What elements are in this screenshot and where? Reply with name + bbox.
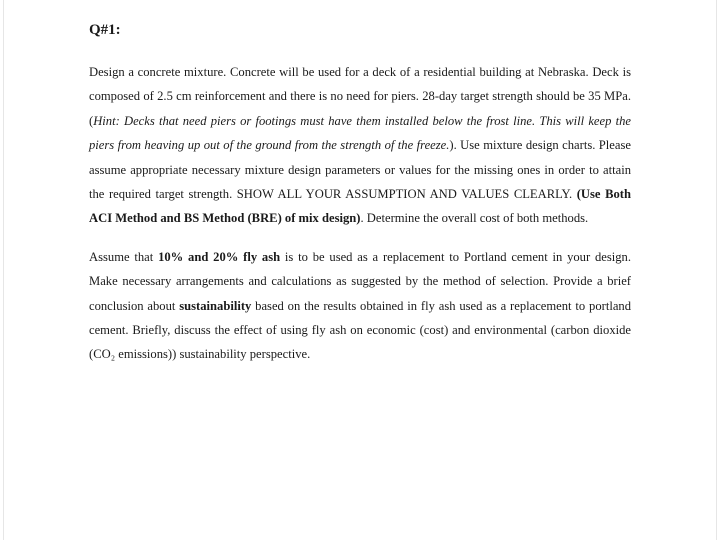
p1-text-2: ). Use mixture design charts. Please assume appropriate necessary mixture design parameters or values for the missing ones in order to attain the required target strength. SHOW ALL YOUR ASSUMPTION AND VALUES CLEARLY. xyxy=(89,138,631,202)
p2-fly-ash-bold: 10% and 20% fly ash xyxy=(158,249,281,264)
p2-text-1: Assume that xyxy=(89,249,159,264)
document-body xyxy=(89,20,631,367)
question-paragraph-2 xyxy=(89,245,631,367)
p2-text-3: based on the results obtained in fly ash used as a replacement to portland cement. Briefly, discuss the effect of using fly ash on economic (cost) and environmental (carbon dioxide (CO₂ emissions)) sustainability perspective. xyxy=(89,298,632,362)
question-paragraph-1 xyxy=(89,60,631,231)
page-left-edge xyxy=(3,0,4,540)
p1-hint: Hint: Decks that need piers or footings must have them installed below the frost line. This will keep the piers from heaving up out of the ground from the strength of the freeze. xyxy=(89,113,631,153)
p2-text-2: is to be used as a replacement to Portland cement in your design. Make necessary arrangements and calculations as suggested by the method of selection. Provide a brief conclusion about xyxy=(89,249,631,313)
p1-text-3: . Determine the overall cost of both methods. xyxy=(360,211,589,226)
question-title: Q#1: xyxy=(89,22,121,38)
page-right-edge xyxy=(716,0,717,540)
p2-sustainability-bold: sustainability xyxy=(179,298,252,313)
p1-text-1: Design a concrete mixture. Concrete will be used for a deck of a residential building at Nebraska. Deck is composed of 2.5 cm reinforcement and there is no need for piers. 28-day target strength should be 35 MPa. ( xyxy=(89,65,631,128)
p1-methods-bold: (Use Both ACI Method and BS Method (BRE) of mix design) xyxy=(89,187,631,226)
